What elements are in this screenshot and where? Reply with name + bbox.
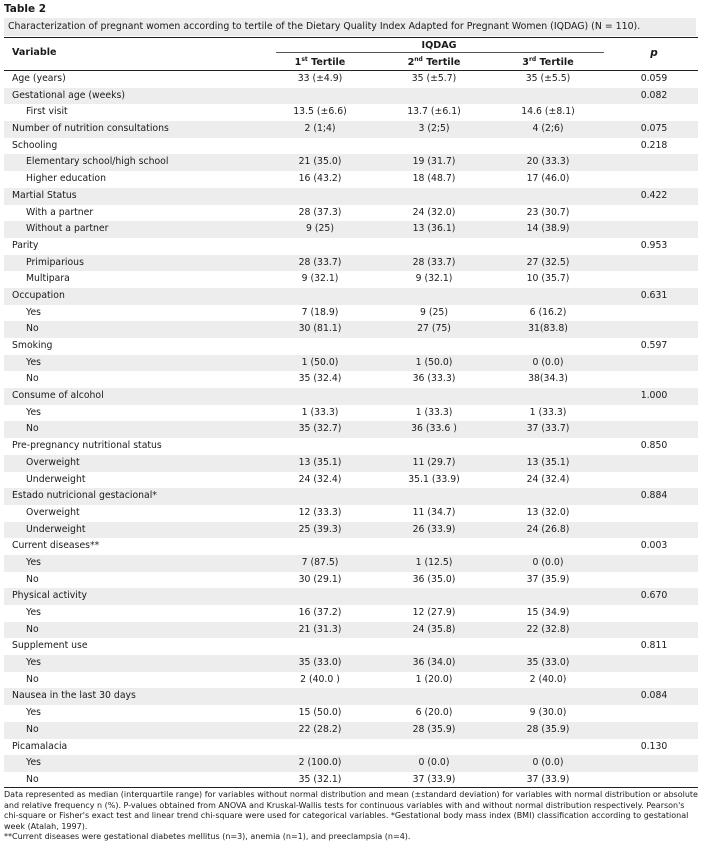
table-row xyxy=(4,71,698,88)
cell-tertile-2: 11 (29.7) xyxy=(412,456,456,468)
cell-tertile-1: 2 (100.0) xyxy=(298,757,342,769)
row-label: No xyxy=(26,323,39,335)
header-col-2: 2nd Tertile xyxy=(407,56,461,69)
table-row xyxy=(4,305,698,322)
row-label: Overweight xyxy=(26,506,80,518)
row-label: Supplement use xyxy=(12,640,88,652)
row-label: Pre-pregnancy nutritional status xyxy=(12,440,162,452)
cell-p-value: 0.082 xyxy=(640,89,668,101)
cell-tertile-2: 1 (33.3) xyxy=(415,406,453,418)
table-row xyxy=(4,555,698,572)
row-label: Yes xyxy=(26,757,42,769)
cell-tertile-1: 35 (32.4) xyxy=(298,373,342,385)
cell-tertile-1: 2 (40.0 ) xyxy=(300,673,340,685)
row-label: Nausea in the last 30 days xyxy=(12,690,136,702)
table-row xyxy=(4,221,698,238)
cell-tertile-3: 37 (33.9) xyxy=(526,773,570,785)
row-label: Yes xyxy=(26,556,42,568)
table-row xyxy=(4,722,698,739)
table-row xyxy=(4,488,698,505)
row-label: Underweight xyxy=(26,523,86,535)
row-label: Yes xyxy=(26,356,42,368)
cell-p-value: 0.130 xyxy=(640,740,668,752)
cell-tertile-2: 35 (±5.7) xyxy=(411,73,457,84)
cell-p-value: 0.884 xyxy=(640,490,668,502)
row-label: Consume of alcohol xyxy=(12,390,104,402)
cell-tertile-3: 35 (33.0) xyxy=(526,657,570,669)
cell-tertile-2: 0 (0.0) xyxy=(418,757,450,769)
row-label: Martial Status xyxy=(12,189,77,201)
cell-tertile-3: 6 (16.2) xyxy=(529,306,567,318)
cell-tertile-3: 35 (±5.5) xyxy=(525,73,571,84)
cell-tertile-2: 37 (33.9) xyxy=(412,773,456,785)
table-row xyxy=(4,438,698,455)
cell-tertile-2: 13.7 (±6.1) xyxy=(407,106,461,118)
table-header xyxy=(4,38,698,70)
cell-tertile-2: 26 (33.9) xyxy=(412,523,456,535)
table-row xyxy=(4,421,698,438)
cell-tertile-1: 13 (35.1) xyxy=(298,456,342,468)
row-label: Parity xyxy=(12,239,39,251)
row-label: First visit xyxy=(26,106,68,118)
row-label: Gestational age (weeks) xyxy=(12,89,125,101)
cell-tertile-3: 0 (0.0) xyxy=(532,356,564,368)
cell-tertile-1: 30 (81.1) xyxy=(298,323,342,335)
row-label: Smoking xyxy=(12,340,53,351)
table-row xyxy=(4,538,698,555)
cell-tertile-3: 14 (38.9) xyxy=(526,223,570,235)
cell-tertile-3: 14.6 (±8.1) xyxy=(521,106,575,118)
cell-tertile-2: 24 (35.8) xyxy=(412,623,456,635)
cell-tertile-2: 27 (75) xyxy=(417,323,451,335)
cell-tertile-1: 33 (±4.9) xyxy=(297,73,343,84)
row-label: Picamalacia xyxy=(12,740,68,752)
table-row xyxy=(4,171,698,188)
cell-tertile-3: 27 (32.5) xyxy=(526,256,570,268)
row-label: Yes xyxy=(26,607,42,618)
cell-tertile-1: 28 (33.7) xyxy=(298,256,342,268)
row-label: Without a partner xyxy=(26,223,109,235)
cell-tertile-2: 13 (36.1) xyxy=(412,223,456,235)
row-label: Yes xyxy=(26,657,42,669)
cell-tertile-1: 9 (32.1) xyxy=(301,273,339,285)
table-body xyxy=(4,71,698,789)
cell-tertile-3: 37 (33.7) xyxy=(526,423,570,435)
cell-tertile-1: 35 (32.7) xyxy=(298,423,342,435)
cell-tertile-3: 13 (35.1) xyxy=(526,456,570,468)
table-row xyxy=(4,688,698,705)
row-label: Higher education xyxy=(26,173,106,185)
cell-tertile-3: 31(83.8) xyxy=(528,323,568,335)
cell-tertile-2: 18 (48.7) xyxy=(412,173,456,185)
table-row xyxy=(4,338,698,355)
table-row xyxy=(4,138,698,155)
cell-tertile-2: 28 (35.9) xyxy=(412,723,456,735)
row-label: Age (years) xyxy=(12,73,66,84)
table-row xyxy=(4,321,698,338)
table-row xyxy=(4,672,698,689)
cell-p-value: 0.597 xyxy=(640,340,668,351)
table-row xyxy=(4,739,698,756)
cell-tertile-1: 13.5 (±6.6) xyxy=(293,106,347,118)
cell-p-value: 0.003 xyxy=(640,540,668,552)
row-label: Yes xyxy=(26,707,42,719)
row-label: Physical activity xyxy=(12,590,88,602)
cell-tertile-3: 13 (32.0) xyxy=(526,506,570,518)
cell-p-value: 0.218 xyxy=(640,139,668,151)
cell-tertile-3: 23 (30.7) xyxy=(526,206,570,218)
table-row xyxy=(4,238,698,255)
cell-tertile-2: 9 (32.1) xyxy=(415,273,453,285)
cell-tertile-2: 11 (34.7) xyxy=(412,506,456,518)
cell-tertile-1: 21 (35.0) xyxy=(298,156,342,168)
header-col-3: 3rd Tertile xyxy=(522,56,574,69)
header-group-rule xyxy=(276,52,604,53)
cell-tertile-3: 2 (40.0) xyxy=(529,673,567,685)
table-row xyxy=(4,605,698,622)
cell-tertile-1: 22 (28.2) xyxy=(298,723,342,735)
cell-tertile-3: 17 (46.0) xyxy=(526,173,570,185)
cell-tertile-1: 28 (37.3) xyxy=(298,206,342,218)
header-p: p xyxy=(650,47,658,59)
table-row xyxy=(4,255,698,272)
row-label: No xyxy=(26,573,39,585)
cell-p-value: 0.850 xyxy=(640,440,668,452)
cell-tertile-2: 3 (2;5) xyxy=(418,123,450,135)
cell-tertile-1: 35 (33.0) xyxy=(298,657,342,669)
row-label: No xyxy=(26,373,39,385)
table-row xyxy=(4,572,698,589)
cell-p-value: 0.422 xyxy=(640,189,668,201)
row-label: Overweight xyxy=(26,456,80,468)
cell-tertile-1: 16 (37.2) xyxy=(298,607,342,618)
bottom-rule xyxy=(4,787,698,788)
table-row xyxy=(4,188,698,205)
table-footnotes xyxy=(4,790,698,843)
table-row xyxy=(4,355,698,372)
cell-tertile-1: 9 (25) xyxy=(306,223,334,235)
header-variable: Variable xyxy=(12,47,57,58)
cell-tertile-1: 12 (33.3) xyxy=(298,506,342,518)
cell-p-value: 1.000 xyxy=(640,390,668,402)
cell-tertile-2: 28 (33.7) xyxy=(412,256,456,268)
table-row xyxy=(4,522,698,539)
cell-tertile-1: 16 (43.2) xyxy=(298,173,342,185)
table-row xyxy=(4,205,698,222)
table-row xyxy=(4,505,698,522)
cell-tertile-2: 6 (20.0) xyxy=(415,707,453,719)
cell-tertile-3: 22 (32.8) xyxy=(526,623,570,635)
row-label: No xyxy=(26,773,39,785)
table-label: Table 2 xyxy=(4,3,47,15)
cell-tertile-1: 2 (1;4) xyxy=(304,123,336,135)
cell-tertile-1: 1 (33.3) xyxy=(301,406,339,418)
table-row xyxy=(4,271,698,288)
cell-p-value: 0.059 xyxy=(640,73,668,84)
row-label: No xyxy=(26,723,39,735)
footnote: **Current diseases were gestational diabetes mellitus (n=3), anemia (n=1), and preeclampsia (n=4). xyxy=(4,832,411,842)
row-label: Current diseases** xyxy=(12,540,100,552)
row-label: Yes xyxy=(26,406,42,418)
cell-tertile-1: 15 (50.0) xyxy=(298,707,342,719)
footnote: Data represented as median (interquartile range) for variables without normal distribution and mean (±standard deviation) for variables with normal distribution or absolute and relative frequency n (%). P-values obtained from ANOVA and Kruskal-Wallis tests for continuous variables with and without normal distribution respectively. Pearson's chi-square or Fisher's exact test and linear trend chi-square were used for categorical variables. *Gestational body mass index (BMI) classification according to gestational week (Atalah, 1997). xyxy=(4,790,698,831)
header-col-1: 1st Tertile xyxy=(294,56,346,69)
cell-tertile-2: 35.1 (33.9) xyxy=(408,473,460,485)
cell-tertile-3: 28 (35.9) xyxy=(526,723,570,735)
cell-tertile-3: 37 (35.9) xyxy=(526,573,570,585)
cell-tertile-1: 30 (29.1) xyxy=(298,573,342,585)
cell-tertile-2: 36 (34.0) xyxy=(412,657,456,669)
cell-tertile-1: 1 (50.0) xyxy=(301,356,339,368)
cell-tertile-3: 10 (35.7) xyxy=(526,273,570,285)
cell-tertile-1: 35 (32.1) xyxy=(298,773,342,785)
cell-tertile-3: 24 (26.8) xyxy=(526,523,570,535)
cell-tertile-2: 19 (31.7) xyxy=(412,156,456,168)
row-label: No xyxy=(26,673,39,685)
cell-tertile-1: 21 (31.3) xyxy=(298,623,342,635)
cell-tertile-2: 36 (35.0) xyxy=(412,573,456,585)
table-caption: Characterization of pregnant women according to tertile of the Dietary Quality Index Adapted for Pregnant Women (IQDAG) (N = 110). xyxy=(4,18,696,36)
cell-tertile-2: 12 (27.9) xyxy=(412,607,456,618)
cell-tertile-1: 7 (87.5) xyxy=(301,556,339,568)
cell-p-value: 0.631 xyxy=(640,289,668,301)
table-row xyxy=(4,405,698,422)
table-row xyxy=(4,288,698,305)
cell-tertile-2: 36 (33.3) xyxy=(412,373,456,385)
row-label: Yes xyxy=(26,306,42,318)
row-label: Elementary school/high school xyxy=(26,156,169,168)
cell-tertile-3: 0 (0.0) xyxy=(532,757,564,769)
row-label: Occupation xyxy=(12,289,65,301)
row-label: No xyxy=(26,423,39,435)
cell-p-value: 0.075 xyxy=(640,123,668,135)
table-row xyxy=(4,588,698,605)
table-row xyxy=(4,88,698,105)
cell-p-value: 0.084 xyxy=(640,690,668,702)
row-label: Estado nutricional gestacional* xyxy=(12,490,157,502)
cell-tertile-3: 0 (0.0) xyxy=(532,556,564,568)
table-row xyxy=(4,638,698,655)
cell-tertile-3: 24 (32.4) xyxy=(526,473,570,485)
cell-tertile-3: 9 (30.0) xyxy=(529,707,567,719)
cell-tertile-3: 4 (2;6) xyxy=(532,123,564,135)
cell-tertile-1: 24 (32.4) xyxy=(298,473,342,485)
row-label: With a partner xyxy=(26,206,94,218)
cell-tertile-2: 24 (32.0) xyxy=(412,206,456,218)
cell-tertile-3: 20 (33.3) xyxy=(526,156,570,168)
row-label: Schooling xyxy=(12,139,58,151)
table-row xyxy=(4,622,698,639)
row-label: Underweight xyxy=(26,473,86,485)
cell-p-value: 0.670 xyxy=(640,590,668,602)
table-row xyxy=(4,655,698,672)
table-row xyxy=(4,121,698,138)
cell-tertile-2: 1 (50.0) xyxy=(415,356,453,368)
cell-p-value: 0.811 xyxy=(640,640,668,652)
table-row xyxy=(4,472,698,489)
row-label: Number of nutrition consultations xyxy=(12,123,169,135)
table-row xyxy=(4,104,698,121)
table-row xyxy=(4,154,698,171)
cell-tertile-2: 9 (25) xyxy=(420,306,448,318)
row-label: No xyxy=(26,623,39,635)
cell-tertile-1: 7 (18.9) xyxy=(301,306,339,318)
cell-tertile-3: 38(34.3) xyxy=(528,373,568,385)
table-row xyxy=(4,455,698,472)
table-row xyxy=(4,371,698,388)
table-row xyxy=(4,705,698,722)
cell-tertile-1: 25 (39.3) xyxy=(298,523,342,535)
table-row xyxy=(4,388,698,405)
cell-tertile-2: 1 (20.0) xyxy=(415,673,453,685)
row-label: Multipara xyxy=(26,273,70,285)
header-group: IQDAG xyxy=(421,40,457,51)
cell-tertile-2: 36 (33.6 ) xyxy=(411,423,457,435)
cell-tertile-3: 15 (34.9) xyxy=(526,607,570,618)
row-label: Primiparious xyxy=(26,256,84,268)
table-row xyxy=(4,755,698,772)
cell-p-value: 0.953 xyxy=(640,239,668,251)
cell-tertile-3: 1 (33.3) xyxy=(529,406,567,418)
cell-tertile-2: 1 (12.5) xyxy=(415,556,453,568)
